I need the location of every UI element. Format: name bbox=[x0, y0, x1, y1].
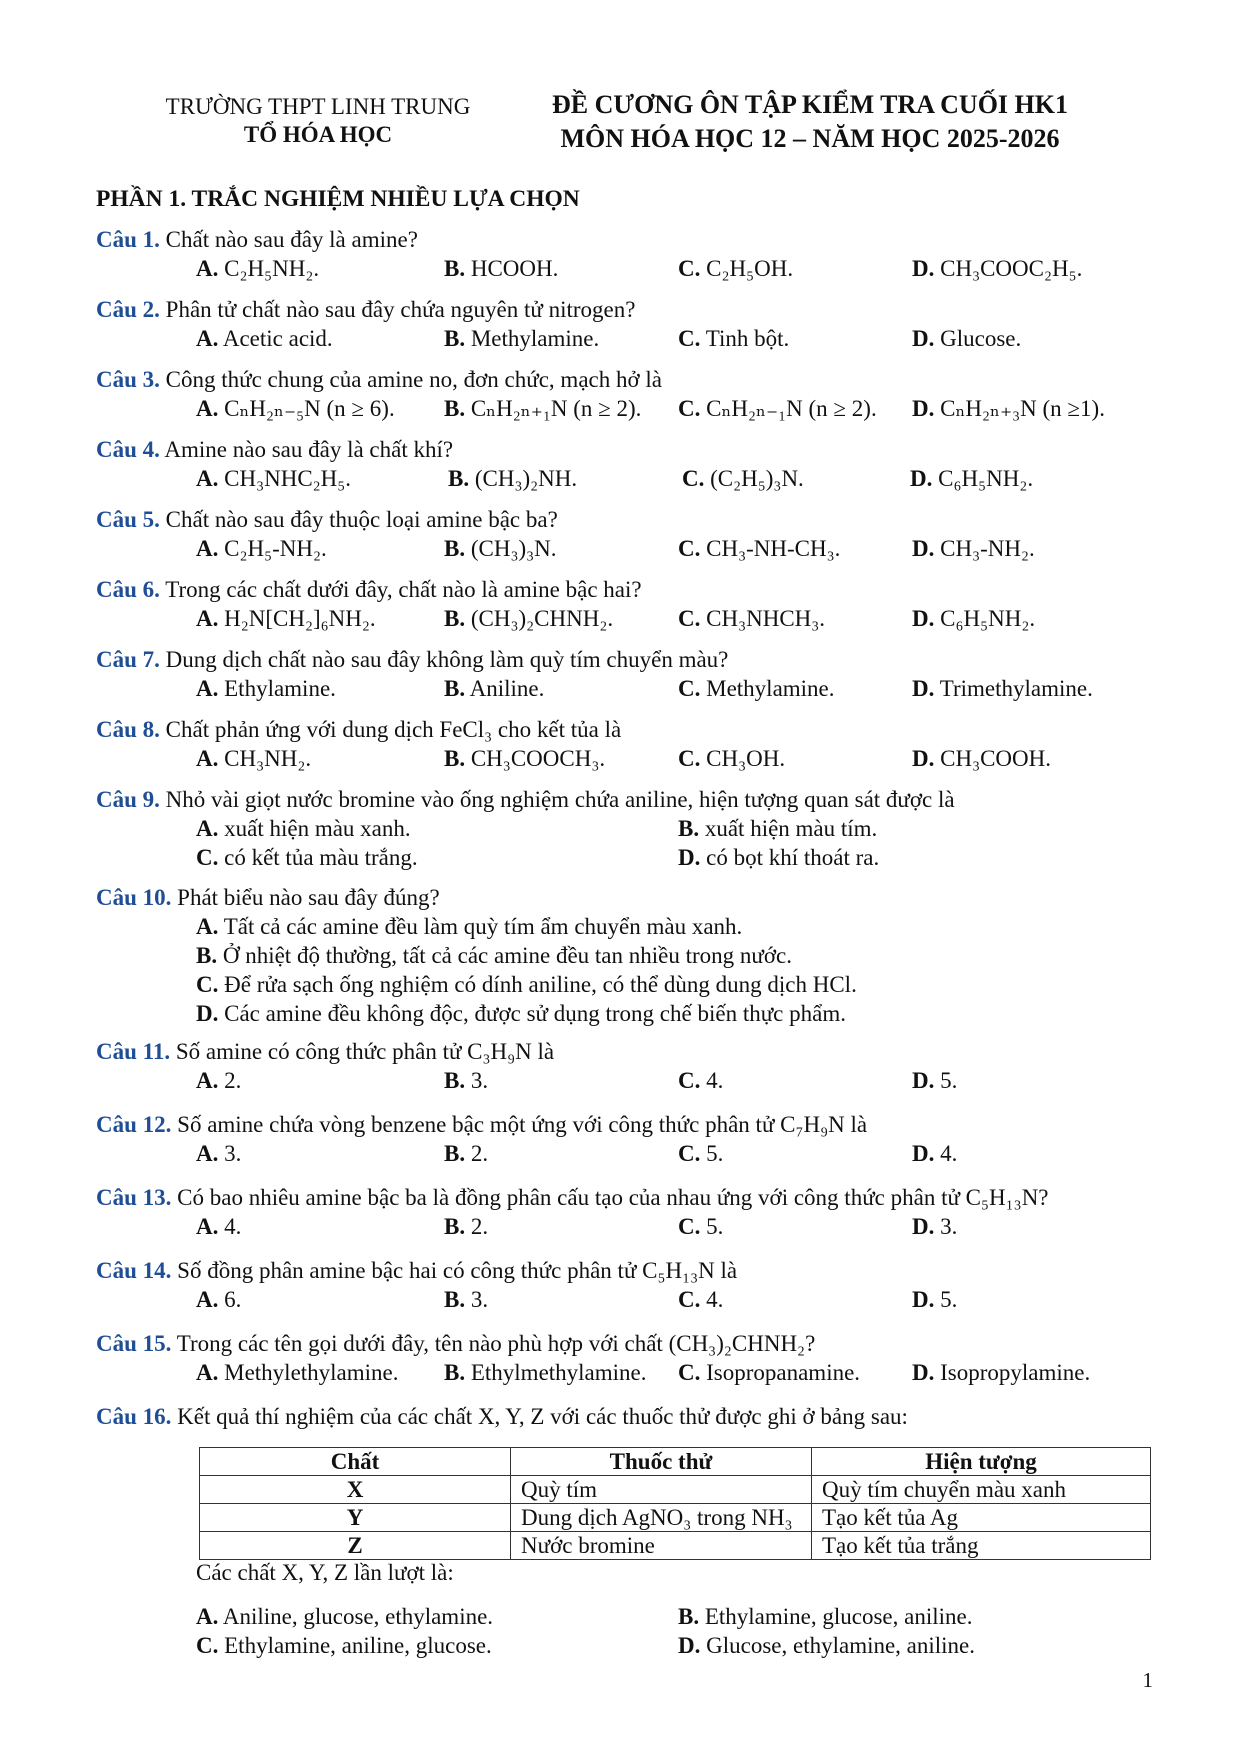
question-number: Câu 13. bbox=[96, 1185, 172, 1210]
option-d: D. 5. bbox=[912, 1287, 958, 1312]
table-header-cell: Thuốc thử bbox=[511, 1448, 812, 1476]
option-c: C. (C₂H₅)₃N. bbox=[682, 466, 804, 491]
option-b: B. 2. bbox=[444, 1141, 489, 1166]
question-stem: Có bao nhiêu amine bậc ba là đồng phân cấu tạo của nhau ứng với công thức phân tử C₅H₁₃N? bbox=[177, 1185, 1049, 1210]
option-d: D. C₆H₅NH₂. bbox=[912, 606, 1036, 631]
question-stem: Phân tử chất nào sau đây chứa nguyên tử nitrogen? bbox=[165, 297, 636, 322]
option-c: C. Isopropanamine. bbox=[678, 1360, 861, 1385]
option-d: D. Glucose. bbox=[912, 326, 1022, 351]
option-d: D. 3. bbox=[912, 1214, 958, 1239]
option-d: D. CₙH₂ₙ₊₃N (n ≥1). bbox=[912, 396, 1105, 421]
option-d: D. Glucose, ethylamine, aniline. bbox=[678, 1633, 976, 1658]
question-stem: Số đồng phân amine bậc hai có công thức phân tử C₅H₁₃N là bbox=[177, 1258, 738, 1283]
option-a: A. C₂H₅NH₂. bbox=[196, 256, 320, 281]
school-name: TRƯỜNG THPT LINH TRUNG bbox=[165, 94, 471, 119]
option-b: B. CH₃COOCH₃. bbox=[444, 746, 606, 771]
table-row bbox=[200, 1532, 1151, 1560]
option-b: B. (CH₃)₃N. bbox=[444, 536, 557, 561]
question-stem: Phát biểu nào sau đây đúng? bbox=[177, 885, 440, 910]
table-cell: Tạo kết tủa trắng bbox=[812, 1532, 1151, 1560]
table-row bbox=[200, 1504, 1151, 1532]
question-15 bbox=[96, 1330, 1156, 1387]
question-number: Câu 15. bbox=[96, 1331, 172, 1356]
option-c: C. CH₃OH. bbox=[678, 746, 786, 771]
question-number: Câu 4. bbox=[96, 437, 160, 462]
question-13 bbox=[96, 1184, 1156, 1241]
option-a: A. Aniline, glucose, ethylamine. bbox=[196, 1604, 494, 1629]
question-number: Câu 3. bbox=[96, 367, 160, 392]
option-a: A. 4. bbox=[196, 1214, 242, 1239]
table-header-cell: Hiện tượng bbox=[812, 1448, 1151, 1476]
option-d: D. C₆H₅NH₂. bbox=[910, 466, 1034, 491]
option-b: B. CₙH₂ₙ₊₁N (n ≥ 2). bbox=[444, 396, 642, 421]
option-a: A. 3. bbox=[196, 1141, 242, 1166]
document-subtitle: MÔN HÓA HỌC 12 – NĂM HỌC 2025-2026 bbox=[560, 124, 1060, 153]
option-a: A. 6. bbox=[196, 1287, 242, 1312]
question-5 bbox=[96, 506, 1156, 563]
table-cell: Nước bromine bbox=[511, 1532, 812, 1560]
question-stem: Nhỏ vài giọt nước bromine vào ống nghiệm chứa aniline, hiện tượng quan sát được là bbox=[165, 787, 955, 812]
question-11 bbox=[96, 1038, 1156, 1095]
question-4 bbox=[96, 436, 1156, 493]
option-c: C. 5. bbox=[678, 1141, 724, 1166]
option-a: A. xuất hiện màu xanh. bbox=[196, 816, 411, 841]
table-header-row bbox=[200, 1448, 1151, 1476]
table-cell: Tạo kết tủa Ag bbox=[812, 1504, 1151, 1532]
document-title: ĐỀ CƯƠNG ÔN TẬP KIỂM TRA CUỐI HK1 bbox=[552, 90, 1068, 119]
table-cell: Quỳ tím chuyển màu xanh bbox=[812, 1476, 1151, 1504]
question-stem: Số amine chứa vòng benzene bậc một ứng với công thức phân tử C₇H₉N là bbox=[177, 1112, 868, 1137]
question-stem: Trong các chất dưới đây, chất nào là amine bậc hai? bbox=[165, 577, 642, 602]
question-number: Câu 2. bbox=[96, 297, 160, 322]
question-number: Câu 8. bbox=[96, 717, 160, 742]
question-stem: Chất phản ứng với dung dịch FeCl₃ cho kết tủa là bbox=[165, 717, 622, 742]
option-c: C. C₂H₅OH. bbox=[678, 256, 794, 281]
option-c: C. Methylamine. bbox=[678, 676, 835, 701]
question-number: Câu 14. bbox=[96, 1258, 172, 1283]
option-b: B. HCOOH. bbox=[444, 256, 559, 281]
question-2 bbox=[96, 296, 1156, 353]
option-c: C. 4. bbox=[678, 1068, 724, 1093]
question-stem: Amine nào sau đây là chất khí? bbox=[164, 437, 454, 462]
page-number: 1 bbox=[1142, 1668, 1153, 1692]
question-16-options bbox=[96, 1602, 1156, 1660]
option-b: B. Ethylamine, glucose, aniline. bbox=[678, 1604, 973, 1629]
option-b: B. (CH₃)₂CHNH₂. bbox=[444, 606, 614, 631]
question-stem: Trong các tên gọi dưới đây, tên nào phù hợp với chất (CH₃)₂CHNH₂? bbox=[176, 1331, 816, 1356]
question-number: Câu 12. bbox=[96, 1112, 172, 1137]
option-a: A. Acetic acid. bbox=[196, 326, 333, 351]
option-d: D. có bọt khí thoát ra. bbox=[678, 845, 880, 870]
question-9 bbox=[96, 786, 1156, 872]
table-row bbox=[200, 1476, 1151, 1504]
option-c: C. CₙH₂ₙ₋₁N (n ≥ 2). bbox=[678, 396, 877, 421]
question-stem: Chất nào sau đây thuộc loại amine bậc ba? bbox=[165, 507, 558, 532]
q16-followup-text: Các chất X, Y, Z lần lượt là: bbox=[196, 1560, 454, 1585]
question-stem: Kết quả thí nghiệm của các chất X, Y, Z với các thuốc thử được ghi ở bảng sau: bbox=[177, 1404, 908, 1429]
option-b: B. Ethylmethylamine. bbox=[444, 1360, 647, 1385]
question-8 bbox=[96, 716, 1156, 773]
option-a: A. 2. bbox=[196, 1068, 242, 1093]
question-10 bbox=[96, 884, 1156, 1028]
option-d: D. Các amine đều không độc, được sử dụng trong chế biến thực phẩm. bbox=[196, 1001, 846, 1026]
question-number: Câu 7. bbox=[96, 647, 160, 672]
option-a: A. H₂N[CH₂]₆NH₂. bbox=[196, 606, 376, 631]
question-stem: Số amine có công thức phân tử C₃H₉N là bbox=[175, 1039, 555, 1064]
option-c: C. 4. bbox=[678, 1287, 724, 1312]
question-stem: Chất nào sau đây là amine? bbox=[165, 227, 418, 252]
option-b: B. Ở nhiệt độ thường, tất cả các amine đều tan nhiều trong nước. bbox=[196, 943, 792, 968]
option-b: B. (CH₃)₂NH. bbox=[448, 466, 578, 491]
option-a: A. Tất cả các amine đều làm quỳ tím ẩm chuyển màu xanh. bbox=[196, 914, 743, 939]
experiment-results-table bbox=[199, 1447, 1151, 1560]
option-c: C. Để rửa sạch ống nghiệm có dính aniline, có thể dùng dung dịch HCl. bbox=[196, 972, 857, 997]
question-number: Câu 16. bbox=[96, 1404, 172, 1429]
option-b: B. 3. bbox=[444, 1287, 489, 1312]
option-d: D. 5. bbox=[912, 1068, 958, 1093]
question-12 bbox=[96, 1111, 1156, 1168]
question-number: Câu 10. bbox=[96, 885, 172, 910]
table-cell: Z bbox=[200, 1532, 511, 1560]
option-d: D. Trimethylamine. bbox=[912, 676, 1093, 701]
question-14 bbox=[96, 1257, 1156, 1314]
option-a: A. Ethylamine. bbox=[196, 676, 336, 701]
option-b: B. Methylamine. bbox=[444, 326, 600, 351]
department-name: TỔ HÓA HỌC bbox=[243, 122, 393, 147]
table-header-cell: Chất bbox=[200, 1448, 511, 1476]
option-a: A. CₙH₂ₙ₋₅N (n ≥ 6). bbox=[196, 396, 395, 421]
option-d: D. 4. bbox=[912, 1141, 958, 1166]
option-d: D. Isopropylamine. bbox=[912, 1360, 1091, 1385]
question-number: Câu 5. bbox=[96, 507, 160, 532]
option-c: C. Ethylamine, aniline, glucose. bbox=[196, 1633, 492, 1658]
option-c: C. 5. bbox=[678, 1214, 724, 1239]
option-c: C. Tinh bột. bbox=[678, 326, 790, 351]
question-6 bbox=[96, 576, 1156, 633]
part-title: PHẦN 1. TRẮC NGHIỆM NHIỀU LỰA CHỌN bbox=[96, 186, 580, 212]
option-a: A. Methylethylamine. bbox=[196, 1360, 399, 1385]
question-number: Câu 11. bbox=[96, 1039, 171, 1064]
option-b: B. xuất hiện màu tím. bbox=[678, 816, 878, 841]
option-b: B. Aniline. bbox=[444, 676, 545, 701]
question-stem: Dung dịch chất nào sau đây không làm quỳ tím chuyển màu? bbox=[165, 647, 729, 672]
table-cell: Dung dịch AgNO₃ trong NH₃ bbox=[511, 1504, 812, 1532]
question-number: Câu 6. bbox=[96, 577, 160, 602]
question-stem: Công thức chung của amine no, đơn chức, mạch hở là bbox=[165, 367, 662, 392]
question-number: Câu 1. bbox=[96, 227, 160, 252]
table-cell: Quỳ tím bbox=[511, 1476, 812, 1504]
question-3 bbox=[96, 366, 1156, 423]
option-c: C. có kết tủa màu trắng. bbox=[196, 845, 418, 870]
question-1 bbox=[96, 226, 1156, 283]
option-b: B. 3. bbox=[444, 1068, 489, 1093]
table-cell: Y bbox=[200, 1504, 511, 1532]
option-d: D. CH₃-NH₂. bbox=[912, 536, 1035, 561]
option-c: C. CH₃-NH-CH₃. bbox=[678, 536, 841, 561]
option-c: C. CH₃NHCH₃. bbox=[678, 606, 826, 631]
option-a: A. C₂H₅-NH₂. bbox=[196, 536, 327, 561]
question-16 bbox=[96, 1403, 1156, 1431]
option-d: D. CH₃COOH. bbox=[912, 746, 1052, 771]
table-cell: X bbox=[200, 1476, 511, 1504]
option-b: B. 2. bbox=[444, 1214, 489, 1239]
option-d: D. CH₃COOC₂H₅. bbox=[912, 256, 1083, 281]
question-number: Câu 9. bbox=[96, 787, 160, 812]
option-a: A. CH₃NHC₂H₅. bbox=[196, 466, 352, 491]
option-a: A. CH₃NH₂. bbox=[196, 746, 312, 771]
question-7 bbox=[96, 646, 1156, 703]
